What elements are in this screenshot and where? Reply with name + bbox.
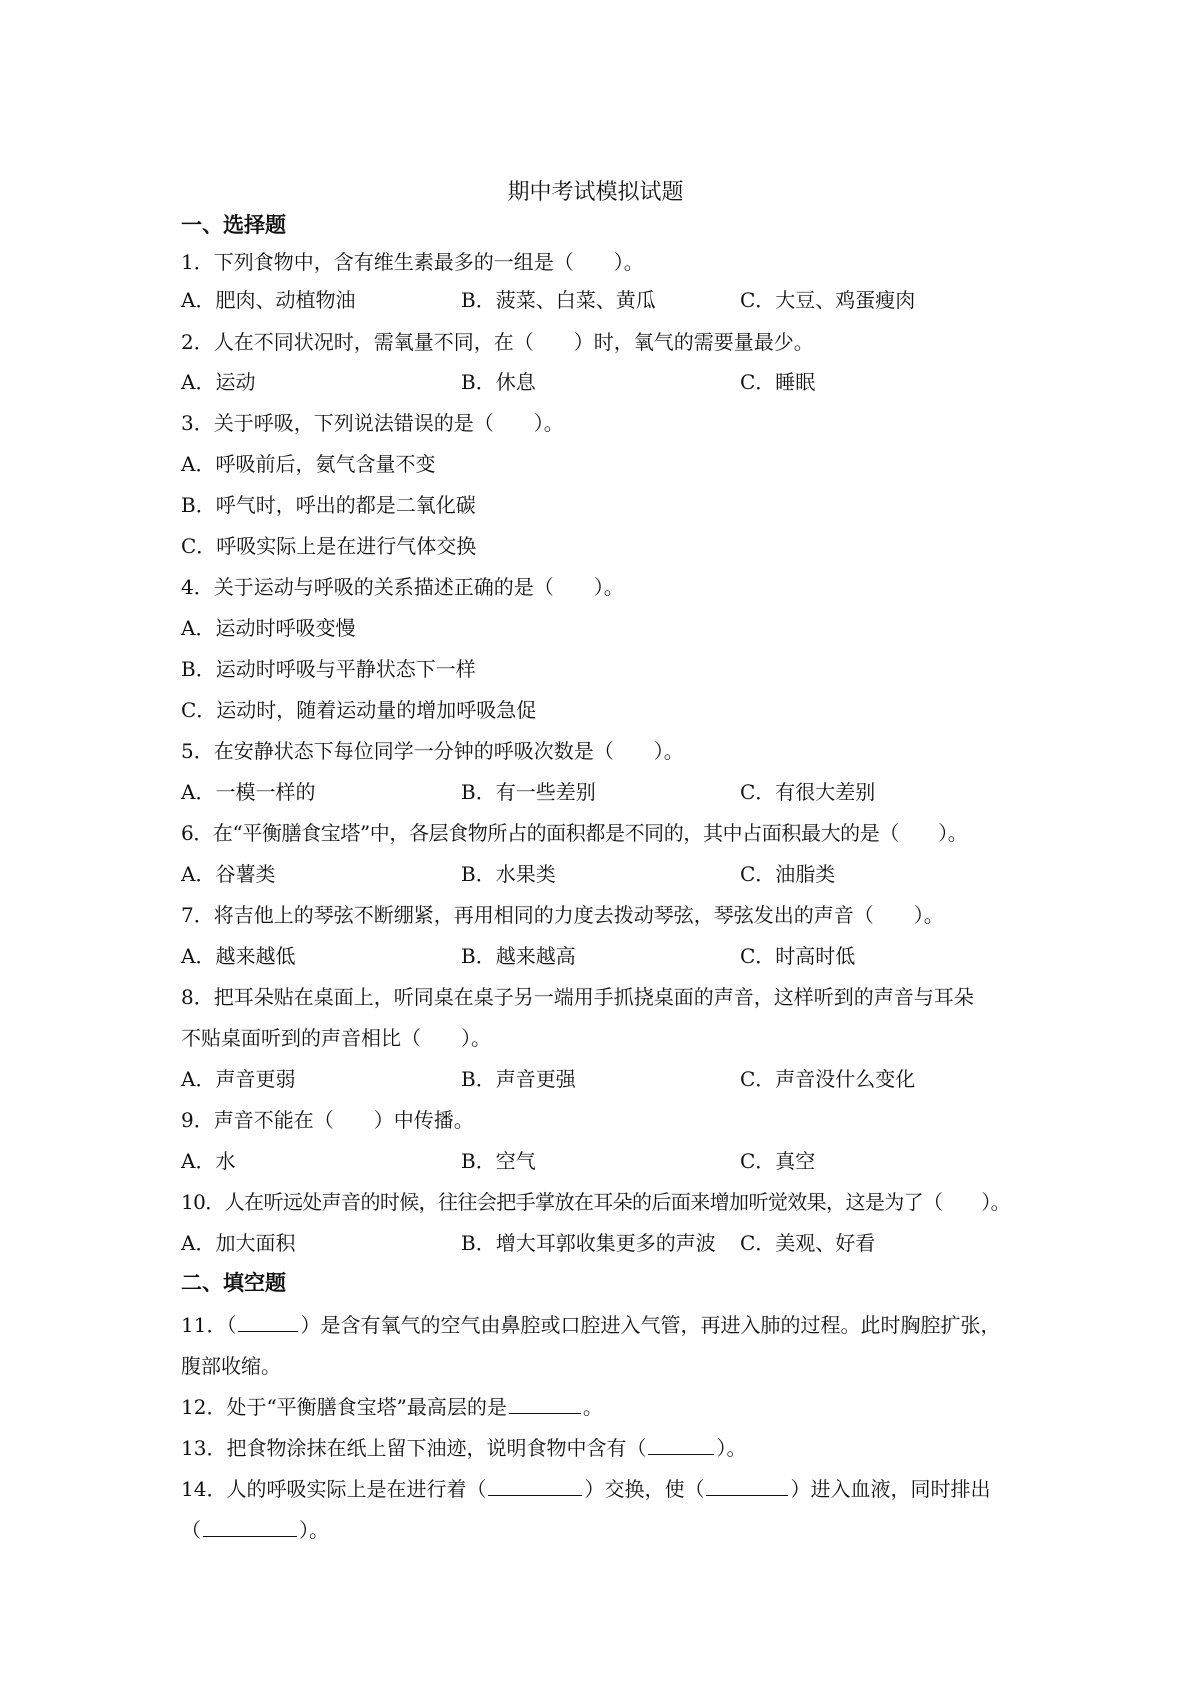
fill-text: 。 [582,1395,603,1419]
fill-question-14 [181,1474,1021,1504]
section-heading-choice: 一、选择题 [181,213,286,237]
fill-question-12 [181,1392,1021,1422]
option-b: B．呼气时，呼出的都是二氧化碳 [181,493,476,517]
page-title: 期中考试模拟试题 [507,180,684,205]
option-a: A．肥肉、动植物油 [181,288,356,312]
fill-text: ）。 [716,1436,747,1460]
option-b: B．休息 [461,370,536,394]
option-a: A．谷薯类 [181,862,276,886]
fill-text: ）交换，使（ [584,1477,705,1501]
option-b: B．空气 [461,1149,536,1173]
option-b: B．水果类 [461,862,556,886]
option-b: B．越来越高 [461,944,576,968]
answer-blank[interactable] [488,1475,582,1496]
question-stem: 5．在安静状态下每位同学一分钟的呼吸次数是（ ）。 [181,739,684,763]
option-b: B．菠菜、白菜、黄瓜 [461,288,656,312]
question-stem: 9．声音不能在（ ）中传播。 [181,1108,474,1132]
option-a: A．声音更弱 [181,1067,296,1091]
fill-text: 13．把食物涂抹在纸上留下油迹，说明食物中含有（ [181,1436,647,1460]
option-c: C．有很大差别 [740,780,876,804]
option-b: B．运动时呼吸与平静状态下一样 [181,657,476,681]
option-a: A．越来越低 [181,944,296,968]
option-c: C．时高时低 [740,944,856,968]
option-a: A．水 [181,1149,236,1173]
question-stem: 1．下列食物中，含有维生素最多的一组是（ ）。 [181,250,644,274]
section-heading-fill: 二、填空题 [181,1271,286,1295]
option-b: B．声音更强 [461,1067,576,1091]
fill-text: 12．处于“平衡膳食宝塔”最高层的是 [181,1395,507,1419]
fill-text: ）是含有氧气的空气由鼻腔或口腔进入气管，再进入肺的过程。此时胸腔扩张， [300,1313,1001,1337]
question-stem: 3．关于呼吸，下列说法错误的是（ ）。 [181,411,564,435]
question-stem: 8．把耳朵贴在桌面上，听同桌在桌子另一端用手抓挠桌面的声音，这样听到的声音与耳朵 [181,985,974,1009]
option-a: A．运动 [181,370,256,394]
fill-text: 14．人的呼吸实际上是在进行着（ [181,1477,487,1501]
option-c: C．运动时，随着运动量的增加呼吸急促 [181,698,537,722]
fill-text: （ [181,1518,201,1542]
fill-text: ）进入血液，同时排出 [790,1477,991,1501]
question-stem: 6．在“平衡膳食宝塔”中，各层食物所占的面积都是不同的，其中占面积最大的是（ ）。 [181,821,968,845]
option-c: C．呼吸实际上是在进行气体交换 [181,534,477,558]
option-b: B．有一些差别 [461,780,596,804]
question-stem: 10．人在听远处声音的时候，往往会把手掌放在耳朵的后面来增加听觉效果，这是为了（ ）。 [181,1190,1011,1214]
option-c: C．真空 [740,1149,816,1173]
option-a: A．一模一样的 [181,780,316,804]
option-a: A．运动时呼吸变慢 [181,616,356,640]
fill-question-13 [181,1433,1021,1463]
answer-blank[interactable] [509,1393,581,1414]
option-b: B．增大耳郭收集更多的声波 [461,1231,716,1255]
question-stem: 4．关于运动与呼吸的关系描述正确的是（ ）。 [181,575,624,599]
answer-blank[interactable] [203,1516,297,1537]
fill-question-11 [181,1310,1021,1340]
option-c: C．美观、好看 [740,1231,876,1255]
fill-question-14-continued [181,1515,1021,1545]
fill-question-11-continued: 腹部收缩。 [181,1354,281,1378]
option-c: C．油脂类 [740,862,836,886]
question-stem: 7．将吉他上的琴弦不断绷紧，再用相同的力度去拨动琴弦，琴弦发出的声音（ ）。 [181,903,944,927]
fill-text: ）。 [299,1518,329,1542]
question-stem-continued: 不贴桌面听到的声音相比（ ）。 [181,1026,491,1050]
option-c: C．大豆、鸡蛋瘦肉 [740,288,916,312]
fill-text: 11．（ [181,1313,237,1337]
answer-blank[interactable] [238,1311,298,1332]
option-c: C．睡眠 [740,370,816,394]
question-stem: 2．人在不同状况时，需氧量不同，在（ ）时，氧气的需要量最少。 [181,330,814,354]
option-c: C．声音没什么变化 [740,1067,916,1091]
answer-blank[interactable] [706,1475,788,1496]
option-a: A．加大面积 [181,1231,296,1255]
option-a: A．呼吸前后，氨气含量不变 [181,452,436,476]
answer-blank[interactable] [648,1434,714,1455]
